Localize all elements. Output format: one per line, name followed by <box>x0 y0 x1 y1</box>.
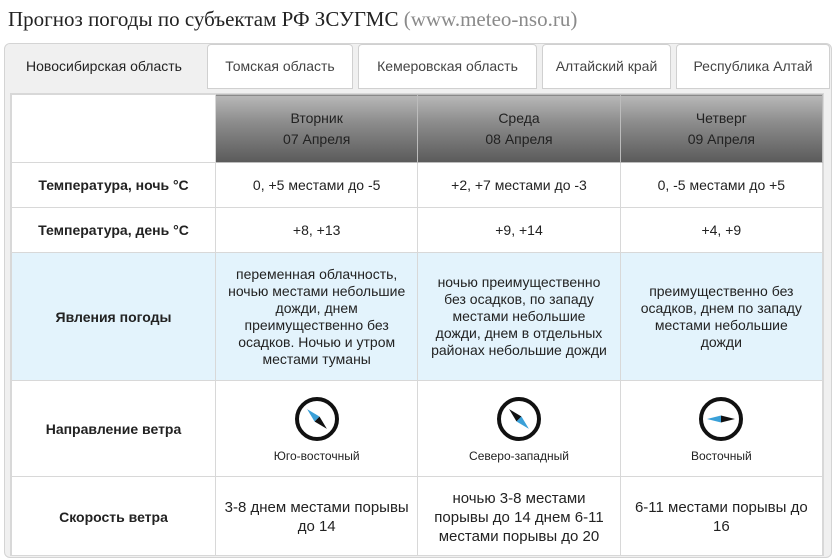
day-header <box>418 95 620 163</box>
table-row <box>12 253 823 381</box>
day-temp-cell: +4, +9 <box>620 208 822 253</box>
night-temp-cell: 0, +5 местами до -5 <box>216 163 418 208</box>
table-row <box>12 381 823 477</box>
wind-speed-cell <box>620 477 822 557</box>
site-url[interactable]: (www.meteo-nso.ru) <box>403 7 578 31</box>
wind-dir-cell <box>216 381 418 477</box>
day-weekday: Вторник <box>290 109 343 126</box>
page-title-text: Прогноз погоды по субъектам РФ ЗСУГМС <box>8 7 399 31</box>
row-label-night-temp: Температура, ночь °С <box>12 163 216 208</box>
day-temp-cell: +9, +14 <box>418 208 620 253</box>
wind-speed-cell <box>216 477 418 557</box>
weather-text: ночью преимущественно без осадков, по западу местами небольшие дожди, днем в отдельных районах небольшие дожди <box>431 274 607 358</box>
night-temp-cell: +2, +7 местами до -3 <box>418 163 620 208</box>
wind-dir-cell <box>620 381 822 477</box>
table-row <box>12 163 823 208</box>
weather-text: преимущественно без осадков, днем по западу местами небольшие дожди <box>640 282 802 350</box>
compass-e-icon <box>697 395 745 443</box>
row-label-wind-direction: Направление ветра <box>12 381 216 477</box>
day-weekday: Четверг <box>695 109 747 126</box>
wind-dir-label: Восточный <box>691 448 752 463</box>
compass-se-icon <box>293 395 341 443</box>
tab-novosibirsk[interactable]: Новосибирская область <box>6 44 202 89</box>
wind-dir-label: Северо-западный <box>469 448 569 463</box>
row-label-day-temp: Температура, день °С <box>12 208 216 253</box>
wind-speed-cell <box>418 477 620 557</box>
weather-cell <box>418 253 620 381</box>
weather-cell <box>216 253 418 381</box>
wind-dir-cell <box>418 381 620 477</box>
day-date: 09 Апреля <box>687 130 755 147</box>
day-header <box>620 95 822 163</box>
weather-text: переменная облачность, ночью местами небольшие дожди, днем преимущественно без осадков. Ночью и утром местами туманы <box>228 265 406 367</box>
day-header <box>216 95 418 163</box>
row-label-wind-speed: Скорость ветра <box>12 477 216 557</box>
wind-dir-label: Юго-восточный <box>273 448 360 463</box>
day-date: 07 Апреля <box>283 130 351 147</box>
weather-cell <box>620 253 822 381</box>
page-title <box>8 4 828 34</box>
night-temp-cell: 0, -5 местами до +5 <box>620 163 822 208</box>
day-weekday: Среда <box>498 109 540 126</box>
day-date: 08 Апреля <box>485 130 553 147</box>
table-corner <box>12 95 216 163</box>
tab-tomsk[interactable]: Томская область <box>207 44 353 89</box>
day-temp-cell: +8, +13 <box>216 208 418 253</box>
wind-speed-text: ночью 3-8 местами порывы до 14 днем 6-11 местами порывы до 20 <box>434 489 604 545</box>
table-row <box>12 208 823 253</box>
tab-altai-krai[interactable]: Алтайский край <box>542 44 671 89</box>
forecast-table <box>10 93 824 556</box>
table-row <box>12 477 823 557</box>
wind-speed-text: 3-8 днем местами порывы до 14 <box>224 499 409 535</box>
tab-kemerovo[interactable]: Кемеровская область <box>358 44 537 89</box>
tab-altai-republic[interactable]: Республика Алтай <box>676 44 830 89</box>
compass-nw-icon <box>495 395 543 443</box>
wind-speed-text: 6-11 местами порывы до 16 <box>634 499 808 535</box>
row-label-weather: Явления погоды <box>12 253 216 381</box>
